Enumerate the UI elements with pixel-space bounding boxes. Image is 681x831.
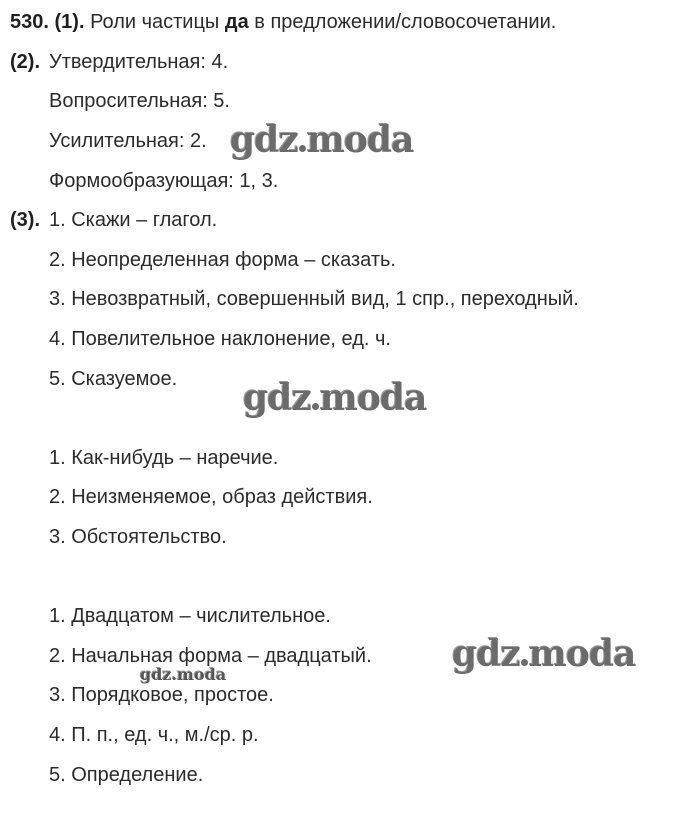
watermark-part-b: moda	[306, 119, 414, 161]
part3-g2-line-1: 1. Как-нибудь – наречие.	[49, 447, 279, 469]
part3-g1-line-4: 4. Повелительное наклонение, ед. ч.	[49, 328, 391, 350]
heading-text-before: Роли частицы	[90, 11, 220, 33]
part3-g1-line-2: 2. Неопределенная форма – сказать.	[49, 249, 396, 271]
watermark-part-b: moda	[528, 633, 636, 675]
watermark-part-a: gdz	[230, 119, 298, 161]
part3-g3-line-1: 1. Двадцатом – числительное.	[49, 605, 331, 627]
task-heading	[10, 10, 556, 34]
watermark-logo-2	[243, 378, 426, 418]
part3-g2-line-3: 3. Обстоятельство.	[49, 526, 227, 548]
watermark-logo-1	[230, 120, 413, 160]
task-number: 530.	[10, 11, 49, 33]
watermark-logo-3	[452, 634, 635, 674]
watermark-logo-small: gdz.moda	[140, 665, 227, 684]
part3-g1-line-5: 5. Сказуемое.	[49, 368, 178, 390]
part3-g1-line-3: 3. Невозвратный, совершенный вид, 1 спр., переходный.	[49, 288, 579, 310]
watermark-part-b: moda	[319, 377, 427, 419]
part1-label: (1).	[54, 11, 85, 33]
heading-particle: да	[224, 11, 249, 33]
watermark-dot	[312, 403, 319, 410]
watermark-part-a: gdz	[452, 633, 520, 675]
heading-text-after: в предложении/словосочетании.	[254, 11, 557, 33]
part3-g3-line-4: 4. П. п., ед. ч., м./ср. р.	[49, 724, 259, 746]
watermark-part-a: gdz	[243, 377, 311, 419]
part2-line-1: Утвердительная: 4.	[49, 51, 229, 73]
part3-g3-line-2: 2. Начальная форма – двадцатый.	[49, 645, 372, 667]
watermark-dot	[521, 659, 528, 666]
part2-line-2: Вопросительная: 5.	[49, 90, 230, 112]
part3-g2-line-2: 2. Неизменяемое, образ действия.	[49, 486, 373, 508]
part3-g3-line-5: 5. Определение.	[49, 764, 204, 786]
part2-line-4: Формообразующая: 1, 3.	[49, 170, 279, 192]
watermark-dot	[299, 145, 306, 152]
part3-label: (3).	[10, 209, 40, 231]
part2-line-3: Усилительная: 2.	[49, 130, 207, 152]
part3-g3-line-3: 3. Порядковое, простое.	[49, 684, 274, 706]
part3-g1-line-1: 1. Скажи – глагол.	[49, 209, 218, 231]
part2-label: (2).	[10, 51, 40, 73]
